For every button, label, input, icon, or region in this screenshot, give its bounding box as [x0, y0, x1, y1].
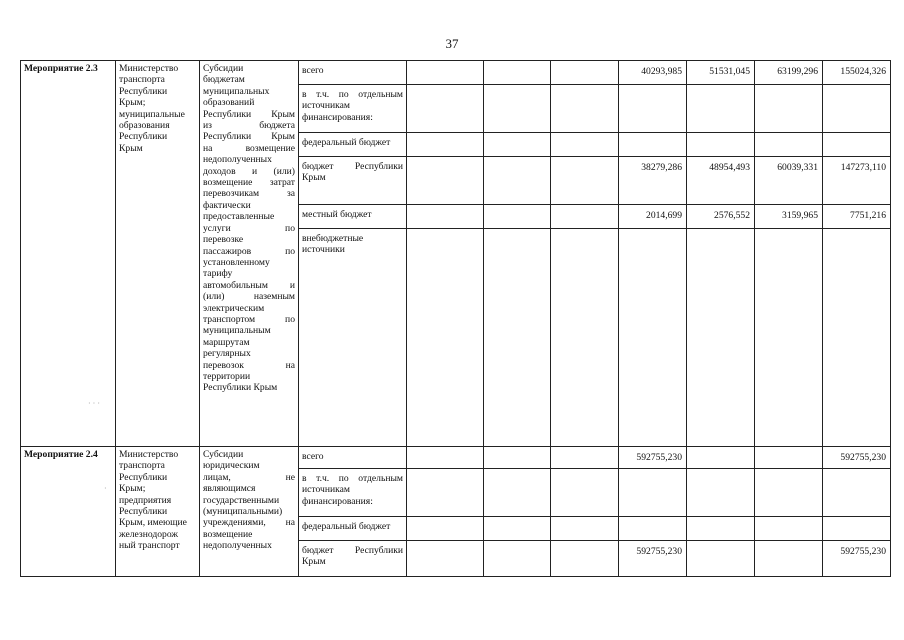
executor-line: образования — [119, 120, 170, 132]
empty-cell — [407, 469, 484, 517]
description-line: являющимся — [203, 483, 256, 495]
event-name: Мероприятие 2.3 — [21, 61, 116, 447]
description-line: электрическим — [203, 302, 265, 314]
year-value: 38279,286 — [619, 157, 687, 205]
year-value — [755, 229, 823, 447]
total-value: 147273,110 — [823, 157, 891, 205]
year-value — [755, 447, 823, 469]
total-value — [823, 229, 891, 447]
year-value — [755, 541, 823, 577]
empty-cell — [551, 205, 619, 229]
year-value: 2576,552 — [687, 205, 755, 229]
description-line: пассажиров по — [203, 245, 295, 257]
description-line: Субсидии — [203, 63, 244, 74]
description-line: доходов и (или) — [203, 165, 295, 177]
description-line: бюджетам — [203, 74, 245, 86]
funding-source: федеральный бюджет — [299, 133, 407, 157]
description-line: (или) наземным — [203, 291, 295, 303]
year-value: 40293,985 — [619, 61, 687, 85]
event-description — [200, 61, 299, 447]
empty-cell — [551, 469, 619, 517]
description-line: транспортом по — [203, 313, 295, 325]
executor-line: Крым; — [119, 97, 146, 109]
executor-line: Крым — [119, 142, 143, 154]
empty-cell — [551, 229, 619, 447]
description-line: предоставленные — [203, 211, 275, 223]
year-value — [687, 447, 755, 469]
description-line: автомобильным и — [203, 279, 295, 291]
description-line: юридическим — [203, 460, 260, 472]
executor-line: железнодорож — [119, 528, 179, 540]
total-value: 155024,326 — [823, 61, 891, 85]
scan-mark: · — [104, 484, 107, 493]
empty-cell — [484, 157, 551, 205]
description-line: Субсидии — [203, 449, 244, 460]
funding-source: в т.ч. по отдельным источникам финансирования: — [299, 469, 407, 517]
year-value — [755, 469, 823, 517]
description-line: перевозок на — [203, 359, 295, 371]
empty-cell — [484, 229, 551, 447]
total-value: 7751,216 — [823, 205, 891, 229]
year-value — [687, 517, 755, 541]
description-line: возмещение — [203, 528, 253, 540]
empty-cell — [407, 85, 484, 133]
table-body — [21, 61, 891, 577]
executor-line: Республики — [119, 471, 168, 483]
description-line: учреждениями, на — [203, 517, 295, 529]
empty-cell — [551, 541, 619, 577]
year-value: 63199,296 — [755, 61, 823, 85]
page-number: 37 — [445, 36, 459, 51]
year-value — [755, 133, 823, 157]
empty-cell — [551, 517, 619, 541]
description-line: Республики Крым — [203, 108, 295, 120]
empty-cell — [551, 447, 619, 469]
funding-source: бюджет Республики Крым — [299, 541, 407, 577]
funding-source: бюджет Республики Крым — [299, 157, 407, 205]
description-line: перевозке — [203, 234, 244, 246]
funding-source: федеральный бюджет — [299, 517, 407, 541]
year-value: 48954,493 — [687, 157, 755, 205]
empty-cell — [407, 541, 484, 577]
executor-line: Крым; — [119, 483, 146, 495]
description-line: возмещение затрат — [203, 177, 295, 189]
year-value — [619, 229, 687, 447]
table-row — [21, 61, 891, 85]
table-row — [21, 447, 891, 469]
executor-line: муниципальные — [119, 108, 185, 120]
funding-source: всего — [299, 447, 407, 469]
executor-line: Министерство — [119, 63, 179, 74]
total-value — [823, 517, 891, 541]
financing-table — [20, 60, 891, 577]
description-line: муниципальным — [203, 325, 271, 337]
description-line: муниципальных — [203, 85, 270, 97]
year-value: 60039,331 — [755, 157, 823, 205]
executor-line: Республики — [119, 131, 168, 143]
empty-cell — [551, 157, 619, 205]
description-line: лицам, не — [203, 471, 295, 483]
total-value — [823, 469, 891, 517]
executor-line: Крым, имеющие — [119, 517, 187, 529]
executor-line: Министерство — [119, 449, 179, 460]
year-value — [687, 541, 755, 577]
funding-source: внебюджетные источники — [299, 229, 407, 447]
year-value: 2014,699 — [619, 205, 687, 229]
executor-line: Республики — [119, 506, 168, 518]
description-line: образований — [203, 97, 255, 109]
empty-cell — [484, 133, 551, 157]
executor-line: ный транспорт — [119, 540, 180, 552]
description-line: недополученных — [203, 540, 272, 552]
description-line: установленному — [203, 256, 270, 268]
year-value — [755, 517, 823, 541]
description-line: Республики Крым — [203, 131, 295, 143]
funding-source: местный бюджет — [299, 205, 407, 229]
description-line: регулярных — [203, 348, 251, 360]
year-value: 51531,045 — [687, 61, 755, 85]
total-value — [823, 133, 891, 157]
description-line: услуги по — [203, 222, 295, 234]
empty-cell — [407, 229, 484, 447]
empty-cell — [551, 85, 619, 133]
empty-cell — [407, 517, 484, 541]
executor-line: транспорта — [119, 74, 165, 86]
funding-source: всего — [299, 61, 407, 85]
executor-line: транспорта — [119, 460, 165, 472]
year-value — [619, 85, 687, 133]
event-executor — [116, 447, 200, 577]
total-value — [823, 85, 891, 133]
description-line: маршрутам — [203, 336, 250, 348]
empty-cell — [407, 133, 484, 157]
year-value: 592755,230 — [619, 447, 687, 469]
empty-cell — [407, 61, 484, 85]
event-executor — [116, 61, 200, 447]
empty-cell — [484, 469, 551, 517]
description-line: (муниципальными) — [203, 506, 283, 518]
event-name: Мероприятие 2.4 — [21, 447, 116, 577]
empty-cell — [484, 85, 551, 133]
empty-cell — [407, 157, 484, 205]
description-line: из бюджета — [203, 120, 295, 132]
empty-cell — [407, 447, 484, 469]
description-line: государственными — [203, 494, 280, 506]
year-value — [687, 85, 755, 133]
year-value — [619, 469, 687, 517]
year-value — [687, 229, 755, 447]
empty-cell — [484, 447, 551, 469]
empty-cell — [484, 61, 551, 85]
description-line: на возмещение — [203, 142, 295, 154]
year-value — [619, 517, 687, 541]
description-line: недополученных — [203, 154, 272, 166]
total-value: 592755,230 — [823, 541, 891, 577]
empty-cell — [484, 541, 551, 577]
empty-cell — [551, 133, 619, 157]
event-description — [200, 447, 299, 577]
year-value: 3159,965 — [755, 205, 823, 229]
executor-line: предприятия — [119, 494, 172, 506]
empty-cell — [407, 205, 484, 229]
executor-line: Республики — [119, 85, 168, 97]
year-value — [687, 133, 755, 157]
description-line: Республики Крым — [203, 382, 278, 394]
scan-mark: · · · — [88, 399, 100, 408]
empty-cell — [484, 205, 551, 229]
year-value: 592755,230 — [619, 541, 687, 577]
empty-cell — [484, 517, 551, 541]
empty-cell — [551, 61, 619, 85]
description-line: перевозчикам за — [203, 188, 295, 200]
description-line: тарифу — [203, 268, 233, 280]
year-value — [619, 133, 687, 157]
description-line: территории — [203, 370, 251, 382]
total-value: 592755,230 — [823, 447, 891, 469]
year-value — [755, 85, 823, 133]
funding-source: в т.ч. по отдельным источникам финансирования: — [299, 85, 407, 133]
year-value — [687, 469, 755, 517]
description-line: фактически — [203, 199, 251, 211]
